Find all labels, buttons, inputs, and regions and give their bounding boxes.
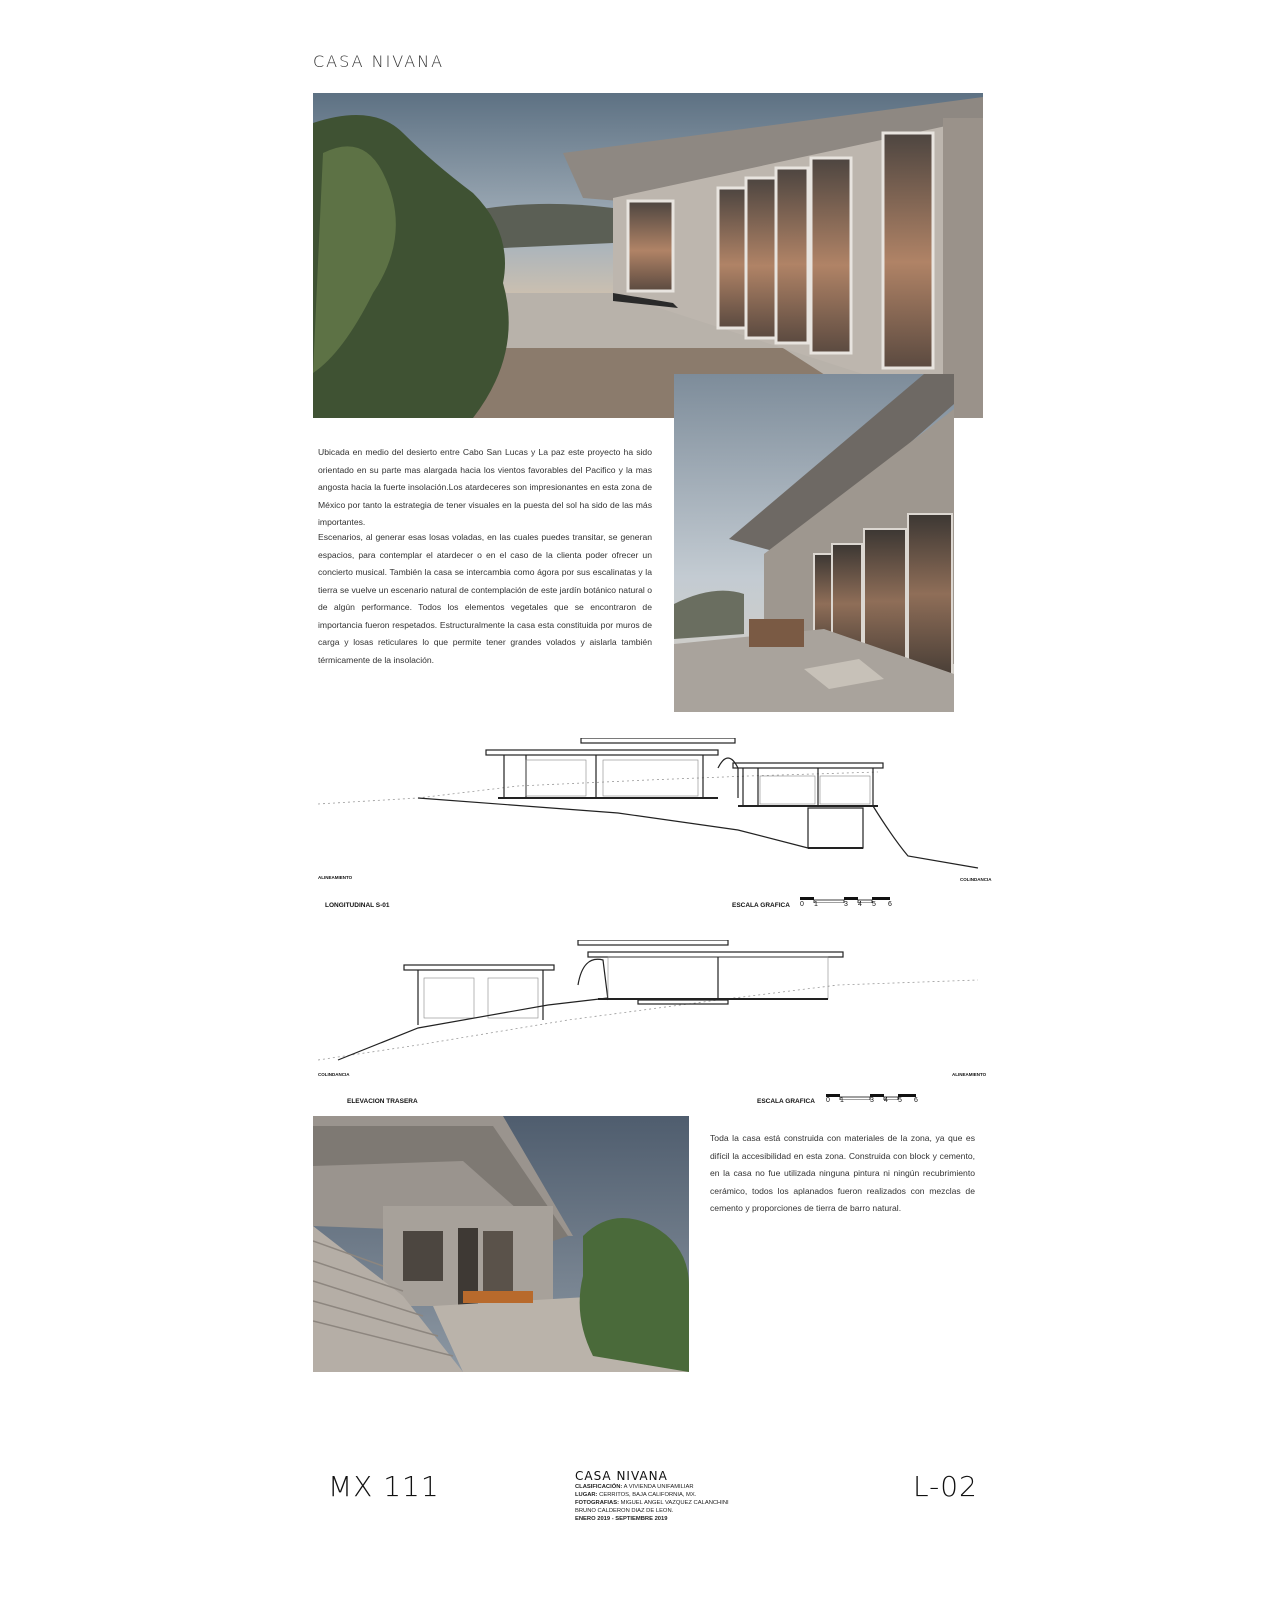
section2-left-tag: COLINDANCIA [318, 1072, 350, 1077]
footer-line-value: A VIVIENDA UNIFAMILIAR [623, 1484, 694, 1490]
footer-line-key: CLASIFICACIÓN: [575, 1484, 623, 1490]
scale-number: 4 [884, 1097, 888, 1104]
footer-title: CASA NIVANA [575, 1469, 668, 1483]
section1-scale-numbers [800, 901, 900, 911]
photo-terrace-sunset [313, 93, 983, 418]
section1-right-tag: COLINDANCIA [960, 877, 992, 882]
scale-number: 5 [898, 1097, 902, 1104]
elevation-drawing-rear [318, 940, 998, 1070]
footer-info-block [575, 1469, 775, 1523]
section2-scale-bar [826, 1087, 918, 1093]
section1-scale-label: ESCALA GRAFICA [732, 902, 790, 909]
footer-line [575, 1507, 775, 1515]
description-paragraph-3: Toda la casa está construida con materiales de la zona, ya que es difícil la accesibilidad en esta zona. Construida con block y cemento, en la casa no fue utilizada ninguna pintura ni ningún recubrimiento cerámico, todos los aplanados fueron realizados con mezclas de cemento y proporciones de tierra de barro natural. [710, 1133, 975, 1213]
project-code: MX 111 [328, 1470, 440, 1503]
footer-line [575, 1483, 775, 1491]
footer-line [575, 1515, 775, 1523]
section2-scale-label: ESCALA GRAFICA [757, 1098, 815, 1105]
section2-title: ELEVACION TRASERA [347, 1098, 418, 1105]
description-paragraph-2: Escenarios, al generar esas losas voladas, en las cuales puedes transitar, se generan espacios, para contemplar el atardecer o en el caso de la clienta poder ofrecer un concierto musical. También la casa se intercambia como ágora por sus escalinatas y la tierra se vuelve un escenario natural de contemplación de este jardín botánico natural o de algún performance. Todos los elementos vegetales que se encontraron de importancia fueron respetados. Estructuralmente la casa esta constituida por muros de carga y losas reticulares lo que permite tener grandes volados y aislarla también térmicamente de la insolación. [318, 532, 652, 665]
scale-number: 5 [872, 901, 876, 908]
footer-line-key: LUGAR: [575, 1492, 598, 1498]
section1-left-tag: ALINEAMIENTO [318, 875, 353, 880]
section-drawing-longitudinal [318, 738, 998, 893]
photo-side-terrace [674, 374, 954, 712]
footer-line-value: CERRITOS, BAJA CALIFORNIA, MX. [599, 1492, 697, 1498]
sheet-number: L-02 [913, 1470, 978, 1503]
scale-number: 3 [870, 1097, 874, 1104]
footer-line-value: BRUNO CALDERON DIAZ DE LEON. [575, 1508, 674, 1514]
section2-scale-numbers [826, 1097, 926, 1107]
scale-number: 1 [840, 1097, 844, 1104]
scale-number: 0 [826, 1097, 830, 1104]
scale-number: 6 [914, 1097, 918, 1104]
scale-number: 1 [814, 901, 818, 908]
footer-line [575, 1499, 775, 1507]
section2-right-tag: ALINEAMIENTO [952, 1072, 987, 1077]
project-logo: CASA NIVANA [313, 52, 445, 71]
scale-number: 0 [800, 901, 804, 908]
description-paragraph-1: Ubicada en medio del desierto entre Cabo San Lucas y La paz este proyecto ha sido orientado en su parte mas alargada hacia los vientos favorables del Pacifico y la mas angosta hacia la fuerte insolación.Los atardeceres son impresionantes en esta zona de México por tanto la estrategia de tener visuales en la puesta del sol ha sido de las más importantes. [318, 447, 652, 527]
section1-scale-bar [800, 890, 892, 896]
footer-line-value: MIGUEL ANGEL VAZQUEZ CALANCHINI [620, 1500, 729, 1506]
footer-line [575, 1491, 775, 1499]
scale-number: 4 [858, 901, 862, 908]
footer-line-key: ENERO 2019 - SEPTIEMBRE 2019 [575, 1516, 668, 1522]
section1-title: LONGITUDINAL S-01 [325, 902, 390, 909]
photo-stairs-dining [313, 1116, 689, 1372]
footer-line-key: FOTOGRAFIAS: [575, 1500, 620, 1506]
scale-number: 3 [844, 901, 848, 908]
scale-number: 6 [888, 901, 892, 908]
